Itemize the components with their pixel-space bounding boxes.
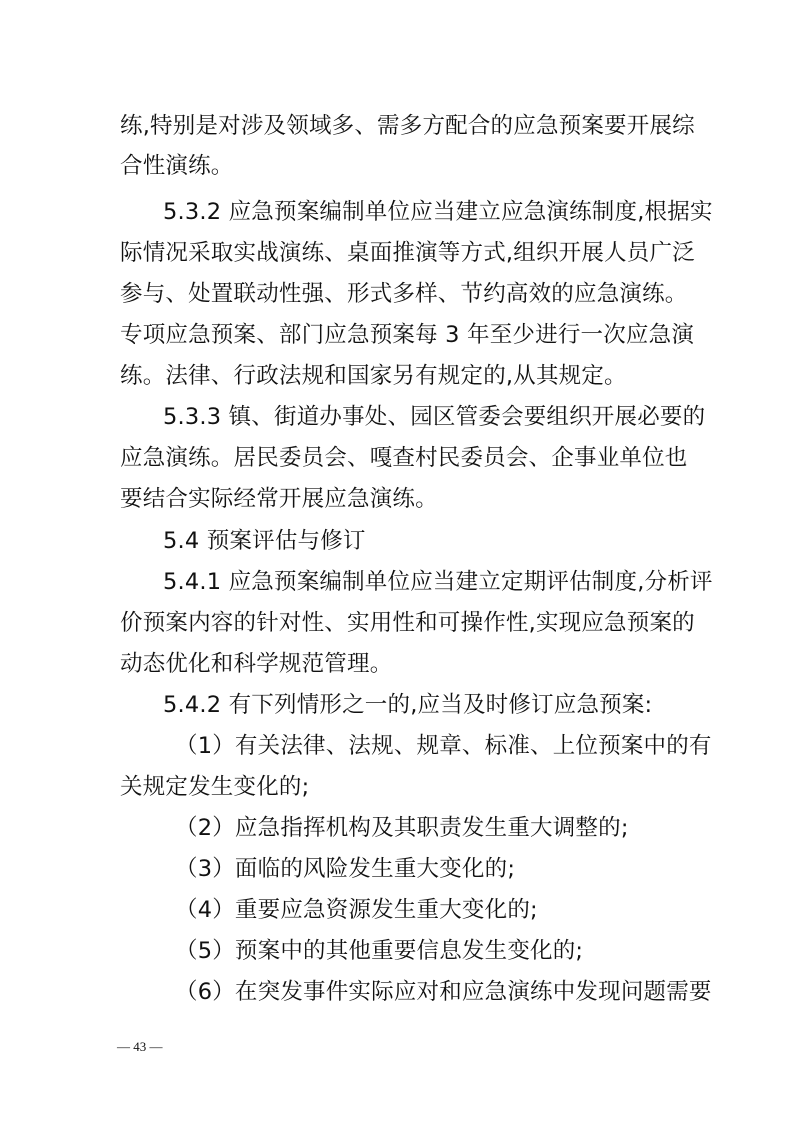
text-line: 参与、处置联动性强、形式多样、节约高效的应急演练。 — [120, 281, 688, 307]
section-heading: 5.4 预案评估与修订 — [163, 528, 366, 554]
text-line: 练,特别是对涉及领域多、需多方配合的应急预案要开展综 — [120, 113, 695, 139]
text-line: 5.4.1 应急预案编制单位应当建立定期评估制度,分析评 — [163, 569, 713, 595]
list-item: （1）有关法律、法规、规章、标准、上位预案中的有 — [175, 733, 712, 759]
list-item: （6）在突发事件实际应对和应急演练中发现问题需要 — [175, 979, 712, 1005]
text-line: 动态优化和科学规范管理。 — [120, 651, 393, 677]
text-line: 5.3.3 镇、街道办事处、园区管委会要组织开展必要的 — [163, 404, 706, 430]
text-line: 价预案内容的针对性、实用性和可操作性,实现应急预案的 — [120, 610, 695, 636]
text-line: 要结合实际经常开展应急演练。 — [120, 486, 438, 512]
text-line: 5.3.2 应急预案编制单位应当建立应急演练制度,根据实 — [163, 199, 713, 225]
list-item: （2）应急指挥机构及其职责发生重大调整的; — [175, 815, 629, 841]
text-line: 应急演练。居民委员会、嘎查村民委员会、企事业单位也 — [120, 445, 688, 471]
list-item: （3）面临的风险发生重大变化的; — [175, 856, 516, 882]
list-item: （5）预案中的其他重要信息发生变化的; — [175, 938, 584, 964]
list-item: （4）重要应急资源发生重大变化的; — [175, 897, 538, 923]
page-number: — 43 — — [117, 1039, 163, 1054]
text-line: 专项应急预案、部门应急预案每 3 年至少进行一次应急演 — [120, 322, 695, 348]
text-line: 练。法律、行政法规和国家另有规定的,从其规定。 — [120, 363, 627, 389]
text-line: 际情况采取实战演练、桌面推演等方式,组织开展人员广泛 — [120, 240, 695, 266]
text-line: 关规定发生变化的; — [120, 774, 310, 800]
text-line: 合性演练。 — [120, 153, 234, 179]
text-line: 5.4.2 有下列情形之一的,应当及时修订应急预案: — [163, 692, 653, 718]
